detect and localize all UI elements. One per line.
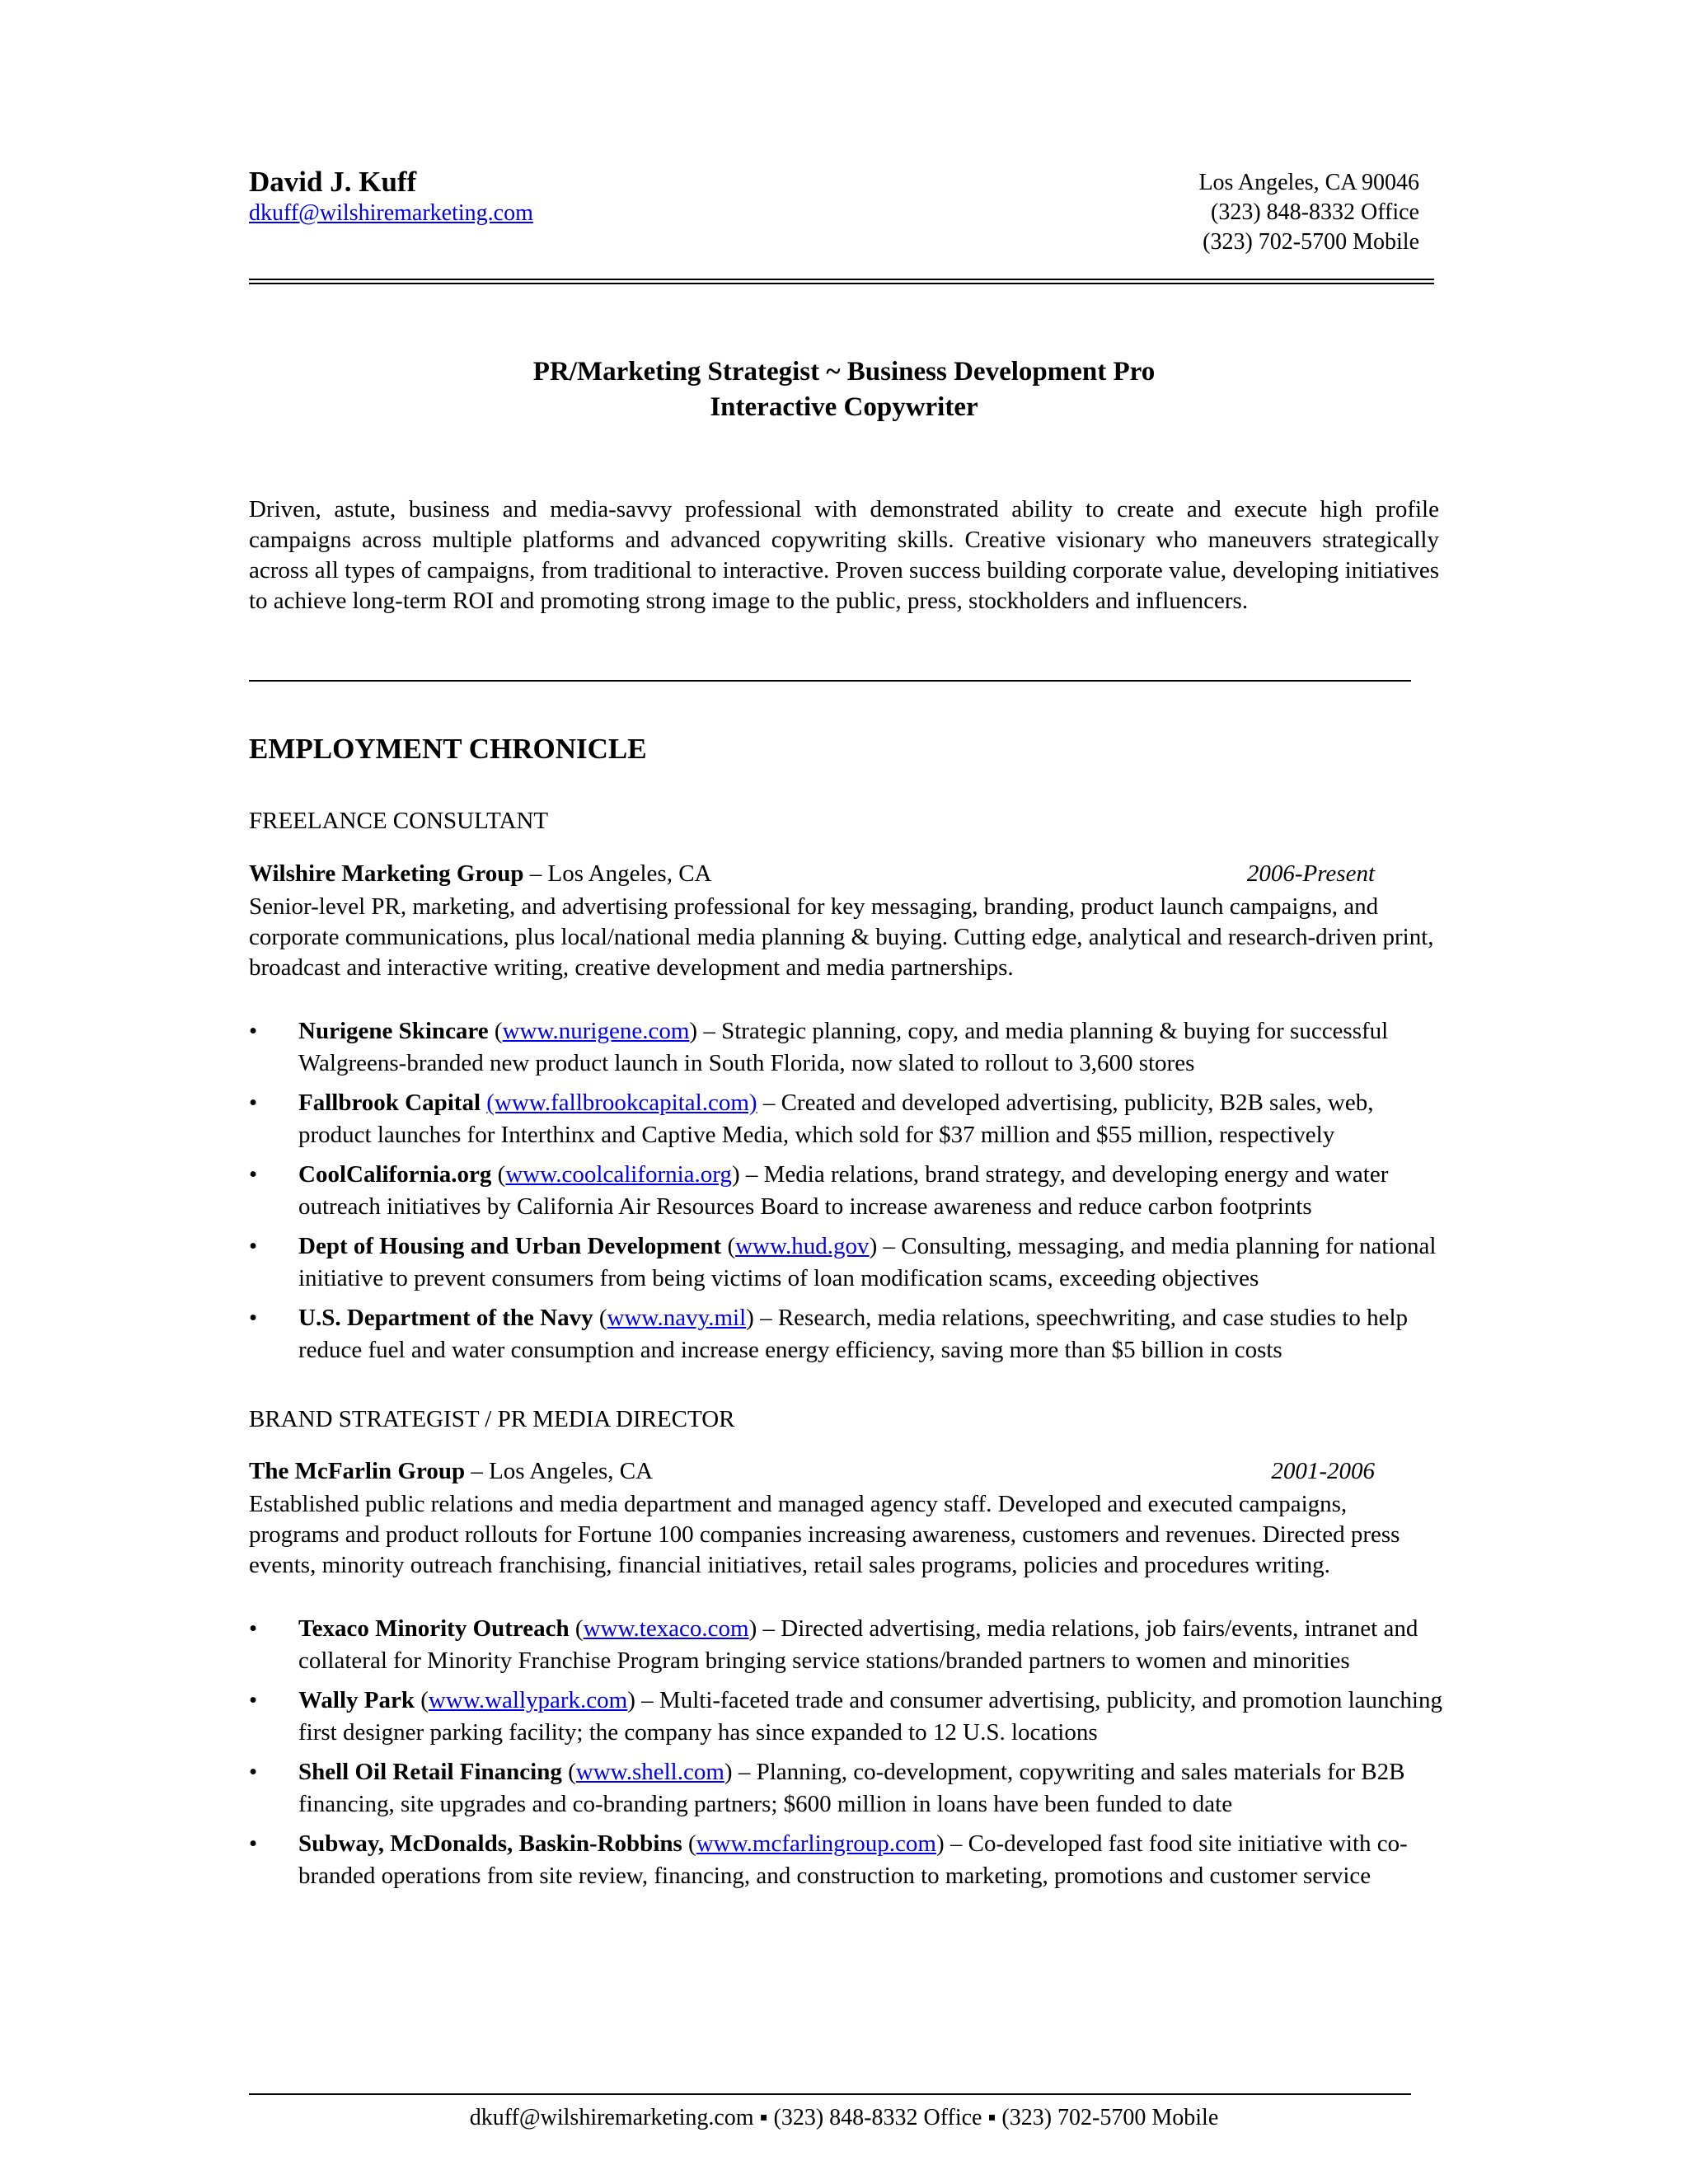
company-name: The McFarlin Group	[249, 1458, 466, 1484]
client-link[interactable]: www.nurigene.com	[502, 1018, 690, 1044]
client-link[interactable]: www.shell.com	[575, 1759, 724, 1785]
bullet-text: – Directed advertising, media relations, job fairs/events, intranet and collateral for Minority Franchise Program bringing service stations/branded partners to women and minorities	[298, 1615, 1418, 1674]
bullet-icon: •	[249, 1233, 258, 1259]
client-link[interactable]: www.coolcalifornia.org	[505, 1161, 732, 1188]
bullet-text: – Multi-faceted trade and consumer advertising, publicity, and promotion launching first designer parking facility; the company has since expanded to 12 U.S. locations	[298, 1687, 1442, 1746]
bullet-text: – Research, media relations, speechwriting, and case studies to help reduce fuel and water consumption and increase energy efficiency, saving more than $5 billion in costs	[298, 1305, 1409, 1363]
job-bullet-list	[249, 1015, 1444, 1374]
summary-paragraph: Driven, astute, business and media-savvy professional with demonstrated ability to create and execute high profile campaigns across multiple platforms and advanced copywriting skills. Creative visionary who maneuvers strategically across all types of campaigns, from traditional to interactive. Proven success building corporate value, developing initiatives to achieve long-term ROI and promoting strong image to the public, press, stockholders and influencers.	[249, 496, 1439, 614]
email-link[interactable]: dkuff@wilshiremarketing.com	[249, 200, 533, 226]
bullet-icon: •	[249, 1830, 258, 1857]
job-company-line	[249, 1456, 1375, 1486]
client-link[interactable]: www.mcfarlingroup.com	[696, 1830, 936, 1857]
client-link[interactable]: www.texaco.com	[583, 1615, 749, 1642]
list-item: • Dept of Housing and Urban Development (www.hud.gov) – Consulting, messaging, and media planning for national initiative to prevent consumers from being victims of loan modification scams, exceeding objectives	[249, 1230, 1444, 1295]
list-item	[249, 1087, 1444, 1151]
company-name: Wilshire Marketing Group	[249, 860, 524, 887]
location-text: Los Angeles, CA 90046	[1198, 170, 1419, 195]
client-name: Fallbrook Capital	[298, 1090, 481, 1116]
list-item: • Subway, McDonalds, Baskin-Robbins (www.mcfarlingroup.com) – Co-developed fast food site initiative with co-branded operations from site review, financing, and construction to marketing, promotions and customer service	[249, 1828, 1444, 1892]
job-dates: 2006-Present	[1246, 860, 1375, 887]
bullet-text: – Planning, co-development, copywriting and sales materials for B2B financing, site upgrades and co-branding partners; $600 million in loans have been funded to date	[298, 1759, 1405, 1817]
client-link[interactable]: www.wallypark.com	[428, 1687, 628, 1713]
mobile-phone: (323) 702-5700 Mobile	[1203, 229, 1419, 255]
headline-line-2: Interactive Copywriter	[710, 392, 978, 422]
job-description: Senior-level PR, marketing, and advertising professional for key messaging, branding, product launch campaigns, and corporate communications, plus local/national media planning & buying. Cutting edge, analytical and research-driven print, broadcast and interactive writing, creative development and media partnerships.	[249, 893, 1434, 981]
job-description: Established public relations and media department and managed agency staff. Developed and executed campaigns, programs and product rollouts for Fortune 100 companies increasing awareness, customers and revenues. Directed press events, minority outreach franchising, financial initiatives, retail sales programs, policies and procedures writing.	[249, 1491, 1400, 1578]
client-link[interactable]: www.hud.gov	[735, 1233, 870, 1259]
headline-line-1: PR/Marketing Strategist ~ Business Development Pro	[532, 357, 1156, 387]
summary-divider	[249, 680, 1411, 682]
bullet-text: – Media relations, brand strategy, and developing energy and water outreach initiatives by California Air Resources Board to increase awareness and reduce carbon footprints	[298, 1161, 1389, 1220]
bullet-icon: •	[249, 1305, 258, 1331]
bullet-text: – Consulting, messaging, and media planning for national initiative to prevent consumers from being victims of loan modification scams, exceeding objectives	[298, 1233, 1437, 1291]
list-item: • U.S. Department of the Navy (www.navy.mil) – Research, media relations, speechwriting, and case studies to help reduce fuel and water consumption and increase energy efficiency, saving more than $5 billion in costs	[249, 1302, 1444, 1366]
list-item: • Shell Oil Retail Financing (www.shell.com) – Planning, co-development, copywriting and sales materials for B2B financing, site upgrades and co-branding partners; $600 million in loans have been funded to date	[249, 1756, 1444, 1821]
bullet-icon: •	[249, 1090, 258, 1116]
footer-contact: dkuff@wilshiremarketing.com ▪ (323) 848-8332 Office ▪ (323) 702-5700 Mobile	[469, 2105, 1219, 2130]
company-location: – Los Angeles, CA	[523, 860, 712, 887]
list-item: • Texaco Minority Outreach (www.texaco.com) – Directed advertising, media relations, job fairs/events, intranet and collateral for Minority Franchise Program bringing service stations/branded partners to women and minorities	[249, 1613, 1444, 1677]
client-name: Shell Oil Retail Financing	[298, 1759, 562, 1785]
candidate-name: David J. Kuff	[249, 166, 417, 198]
contact-block	[1198, 168, 1419, 257]
client-link[interactable]: (www.fallbrookcapital.com)	[486, 1090, 757, 1116]
bullet-icon: •	[249, 1687, 258, 1713]
header-divider	[249, 279, 1434, 284]
bullet-icon: •	[249, 1615, 258, 1642]
headline	[0, 354, 1688, 425]
bullet-icon: •	[249, 1018, 258, 1044]
list-item: • CoolCalifornia.org (www.coolcalifornia.org) – Media relations, brand strategy, and developing energy and water outreach initiatives by California Air Resources Board to increase awareness and reduce carbon footprints	[249, 1159, 1444, 1223]
list-item: • Nurigene Skincare (www.nurigene.com) – Strategic planning, copy, and media planning & buying for successful Walgreens-branded new product launch in South Florida, now slated to rollout to 3,600 stores	[249, 1015, 1444, 1080]
bullet-icon: •	[249, 1161, 258, 1188]
job-role: BRAND STRATEGIST / PR MEDIA DIRECTOR	[249, 1406, 735, 1432]
bullet-icon: •	[249, 1759, 258, 1785]
job-dates: 2001-2006	[1271, 1458, 1375, 1484]
list-item: • Wally Park (www.wallypark.com) – Multi-faceted trade and consumer advertising, publicity, and promotion launching first designer parking facility; the company has since expanded to 12 U.S. locations	[249, 1685, 1444, 1749]
client-name: U.S. Department of the Navy	[298, 1305, 593, 1331]
job-bullet-list	[249, 1613, 1444, 1900]
footer-divider	[249, 2093, 1411, 2095]
bullet-text: – Strategic planning, copy, and media planning & buying for successful Walgreens-branded new product launch in South Florida, now slated to rollout to 3,600 stores	[298, 1018, 1389, 1076]
bullet-text: – Created and developed advertising, publicity, B2B sales, web, product launches for Interthinx and Captive Media, which sold for $37 million and $55 million, respectively	[298, 1090, 1374, 1148]
company-location: – Los Angeles, CA	[465, 1458, 654, 1484]
client-name: Dept of Housing and Urban Development	[298, 1233, 722, 1259]
client-name: Nurigene Skincare	[298, 1018, 489, 1044]
client-name: Texaco Minority Outreach	[298, 1615, 570, 1642]
section-title: EMPLOYMENT CHRONICLE	[249, 733, 647, 765]
office-phone: (323) 848-8332 Office	[1211, 199, 1419, 225]
client-name: Wally Park	[298, 1687, 415, 1713]
client-name: Subway, McDonalds, Baskin-Robbins	[298, 1830, 682, 1857]
job-role: FREELANCE CONSULTANT	[249, 808, 549, 834]
bullet-text: – Co-developed fast food site initiative with co-branded operations from site review, financing, and construction to marketing, promotions and customer service	[298, 1830, 1408, 1889]
job-company-line	[249, 859, 1375, 888]
client-link[interactable]: www.navy.mil	[607, 1305, 747, 1331]
client-name: CoolCalifornia.org	[298, 1161, 492, 1188]
